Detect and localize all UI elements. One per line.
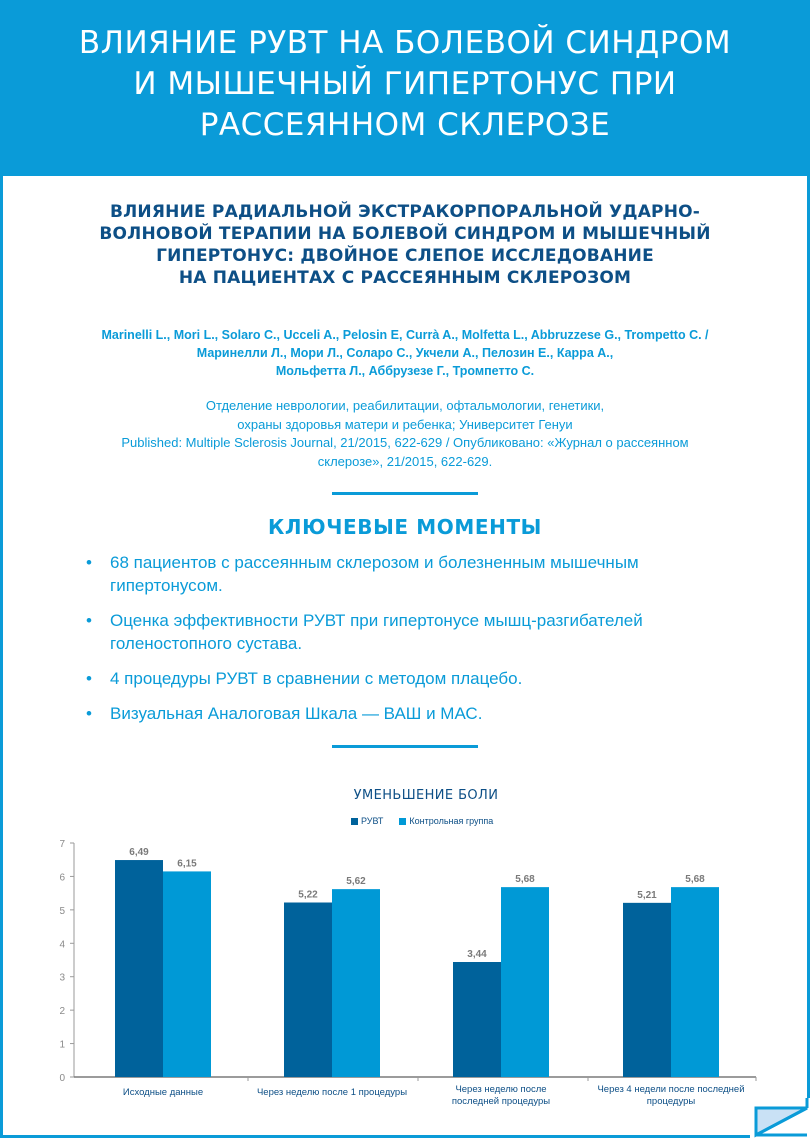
legend-item-control <box>399 816 493 826</box>
x-category-label: Через неделю после 1 процедуры <box>256 1087 408 1098</box>
authors-line: Маринелли Л., Мори Л., Соларо С., Укчели А., Пелозин Е., Карра А., <box>196 346 614 360</box>
list-item <box>86 667 726 690</box>
x-category-label: Через неделю после последней процедуры <box>451 1084 551 1107</box>
bar-value-label: 5,68 <box>685 874 705 886</box>
list-item-text: Оценка эффективности РУВТ при гипертонусе мышц-разгибателей голеностопного сустава. <box>110 611 643 653</box>
affiliation-line: охраны здоровья матери и ребенка; Университет Генуи <box>237 416 573 432</box>
list-item-text: Визуальная Аналоговая Шкала — ВАШ и МАС. <box>110 704 483 723</box>
y-tick-label: 5 <box>59 905 65 917</box>
bar-chart <box>0 830 810 1090</box>
legend-label: РУВТ <box>361 816 384 826</box>
article-title-line: ГИПЕРТОНУС: ДВОЙНОЕ СЛЕПОЕ ИССЛЕДОВАНИЕ <box>156 246 654 266</box>
legend-label: Контрольная группа <box>409 816 494 826</box>
list-item <box>86 609 726 655</box>
y-tick-label: 2 <box>59 1006 65 1018</box>
divider <box>332 745 478 748</box>
y-tick-label: 6 <box>59 872 65 884</box>
key-points-title: КЛЮЧЕВЫЕ МОМЕНТЫ <box>267 515 543 539</box>
bar-value-label: 6,15 <box>177 858 197 870</box>
authors-line: Мольфетта Л., Аббрузезе Г., Тромпетто С. <box>275 364 535 378</box>
bar-ruvt <box>453 962 501 1077</box>
page-title-line: ВЛИЯНИЕ РУВТ НА БОЛЕВОЙ СИНДРОМ <box>78 24 732 61</box>
bullet-icon: • <box>86 669 92 688</box>
article-title-line: ВЛИЯНИЕ РАДИАЛЬНОЙ ЭКСТРАКОРПОРАЛЬНОЙ УДАРНО- <box>109 202 701 222</box>
article-title <box>60 201 750 289</box>
bar-value-label: 6,49 <box>129 847 149 859</box>
x-category-label: Исходные данные <box>122 1087 204 1098</box>
bar-ruvt <box>115 860 163 1077</box>
list-item <box>86 551 726 597</box>
list-item <box>86 702 726 725</box>
affiliation-line: Отделение неврологии, реабилитации, офтальмологии, генетики, <box>205 398 605 413</box>
bar-ruvt <box>623 903 671 1077</box>
article-title-line: ВОЛНОВОЙ ТЕРАПИИ НА БОЛЕВОЙ СИНДРОМ И МЫШЕЧНЫЙ <box>99 224 711 244</box>
bar-control <box>163 871 211 1077</box>
bar-control <box>501 887 549 1077</box>
list-item-text: 68 пациентов с рассеянным склерозом и болезненным мышечным гипертонусом. <box>110 553 639 595</box>
publication-line: склерозе», 21/2015, 622-629. <box>317 453 493 469</box>
bar-value-label: 5,21 <box>637 889 657 901</box>
y-tick-label: 3 <box>59 972 65 984</box>
legend-item-ruvt <box>351 816 383 826</box>
bar-control <box>332 889 380 1077</box>
bar-value-label: 5,22 <box>298 889 318 901</box>
legend-swatch-icon <box>399 818 406 825</box>
bullet-icon: • <box>86 611 92 630</box>
bullet-icon: • <box>86 704 92 723</box>
legend-swatch-icon <box>351 818 358 825</box>
divider <box>332 492 478 495</box>
bar-value-label: 5,68 <box>515 874 535 886</box>
bar-ruvt <box>284 903 332 1077</box>
chart-legend <box>351 814 493 828</box>
publication-line: Published: Multiple Sclerosis Journal, 21/2015, 622-629 / Опубликовано: «Журнал о рассеянном <box>121 435 689 450</box>
chart-title: УМЕНЬШЕНИЕ БОЛИ <box>353 788 499 803</box>
affiliation <box>30 397 780 471</box>
bullet-icon: • <box>86 553 92 572</box>
bar-value-label: 5,62 <box>346 876 366 888</box>
authors-line: Marinelli L., Mori L., Solaro C., Ucceli A., Pelosin E, Currà A., Molfetta L., Abbruzzese G., Trompetto C. / <box>101 328 709 342</box>
y-tick-label: 4 <box>59 939 65 951</box>
page-title <box>79 23 731 146</box>
x-category-label: Через 4 недели после последней процедуры <box>597 1084 745 1107</box>
bar-value-label: 3,44 <box>467 949 487 961</box>
list-item-text: 4 процедуры РУВТ в сравнении с методом плацебо. <box>110 669 523 688</box>
page-title-line: И МЫШЕЧНЫЙ ГИПЕРТОНУС ПРИ <box>133 65 677 102</box>
y-tick-label: 0 <box>59 1073 65 1084</box>
y-tick-label: 7 <box>59 839 65 850</box>
bar-control <box>671 887 719 1077</box>
key-points-list <box>86 551 726 737</box>
page-title-line: РАССЕЯННОМ СКЛЕРОЗЕ <box>199 106 611 143</box>
header-banner <box>0 0 810 176</box>
y-tick-label: 1 <box>59 1039 65 1051</box>
authors <box>30 326 780 380</box>
article-title-line: НА ПАЦИЕНТАХ С РАССЕЯННЫМ СКЛЕРОЗОМ <box>178 268 632 288</box>
